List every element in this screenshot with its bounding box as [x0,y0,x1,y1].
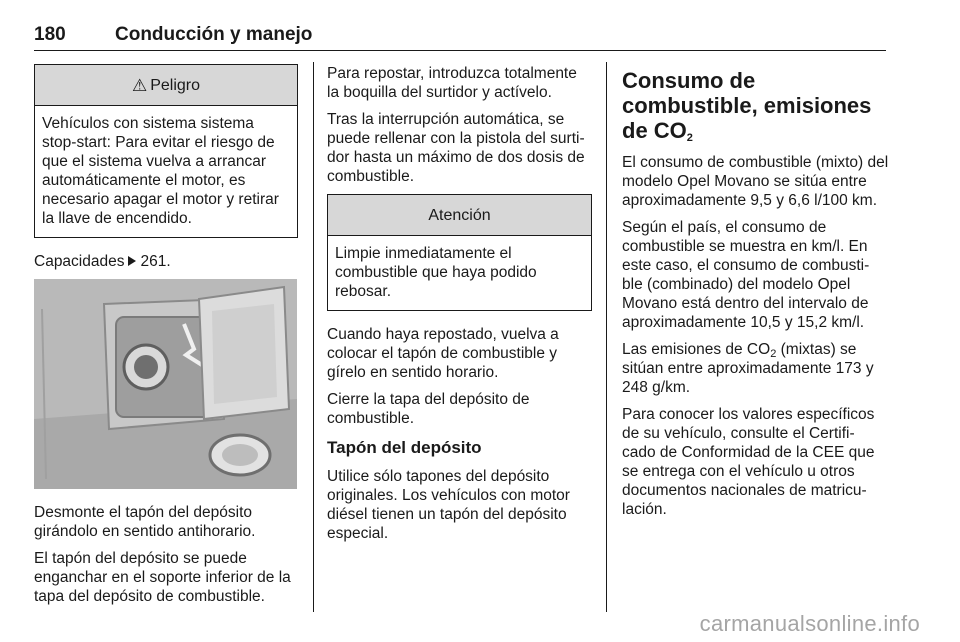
column-middle [327,64,592,551]
paragraph: Según el país, el consumo de combustible se muestra en km/l. En este caso, el consumo de combusti- ble (combinado) del modelo Opel Movano está dentro del intervalo de aproximadamente 10,5 y 15,2 km/l. [622,219,870,331]
notice-box [327,194,592,311]
fuel-cap-illustration-svg [34,279,297,489]
capacities-reference: Capacidades 261. [34,253,171,270]
paragraph: Para repostar, introduzca totalmente la boquilla del surtidor y actívelo. [327,65,577,101]
warning-triangle-icon: ⚠ [131,75,148,95]
column-right [622,64,890,527]
paragraph: Tras la interrupción automática, se puede rellenar con la pistola del surti- dor hasta un máximo de dos dosis de combustible. [327,111,585,185]
column-left [34,64,298,614]
section-title: Conducción y manejo [115,24,313,45]
column-divider [606,62,607,612]
notice-title: Atención [328,195,591,236]
page-reference-icon [128,256,136,266]
page-header [34,22,886,51]
danger-title: Peligro [150,76,201,94]
subsection-heading: Tapón del depósito [327,438,482,457]
notice-text: Limpie inmediatamente el combustible que haya podido rebosar. [335,245,537,300]
danger-box [34,64,298,238]
column-divider [313,62,314,612]
paragraph: Desmonte el tapón del depósito girándolo en sentido antihorario. [34,504,256,540]
paragraph: El consumo de combustible (mixto) del modelo Opel Movano se sitúa entre aproximadamente 9,5 y 6,6 l/100 km. [622,154,889,209]
paragraph: Cierre la tapa del depósito de combustible. [327,391,530,427]
danger-text: Vehículos con sistema sistema stop-start: Para evitar el riesgo de que el sistema vuelva a arrancar automáticamente el motor, es necesario apagar el motor y retirar la llave de encendido. [42,115,279,227]
danger-box-header [35,65,297,106]
page-number: 180 [34,24,66,45]
fuel-filler-illustration [34,279,297,489]
co2-emissions-paragraph: Las emisiones de $CO_2$ (mixtas) se sitúan entre aproximadamente 173 y 248 g/km. [622,341,874,396]
paragraph: Para conocer los valores específicos de su vehículo, consulte el Certifi- cado de Conformidad de la CEE que se entrega con el vehículo u otros documentos nacionales de matricu- lación. [622,406,875,518]
paragraph: Cuando haya repostado, vuelva a colocar el tapón de combustible y gírelo en sentido horario. [327,326,559,381]
watermark: carmanualsonline.info [699,611,920,636]
paragraph: El tapón del depósito se puede enganchar en el soporte inferior de la tapa del depósito de combustible. [34,550,291,605]
paragraph: Utilice sólo tapones del depósito originales. Los vehículos con motor diésel tienen un tapón del depósito especial. [327,468,570,542]
section-heading: Consumo de combustible, emisiones de $CO_2$ [622,68,872,144]
